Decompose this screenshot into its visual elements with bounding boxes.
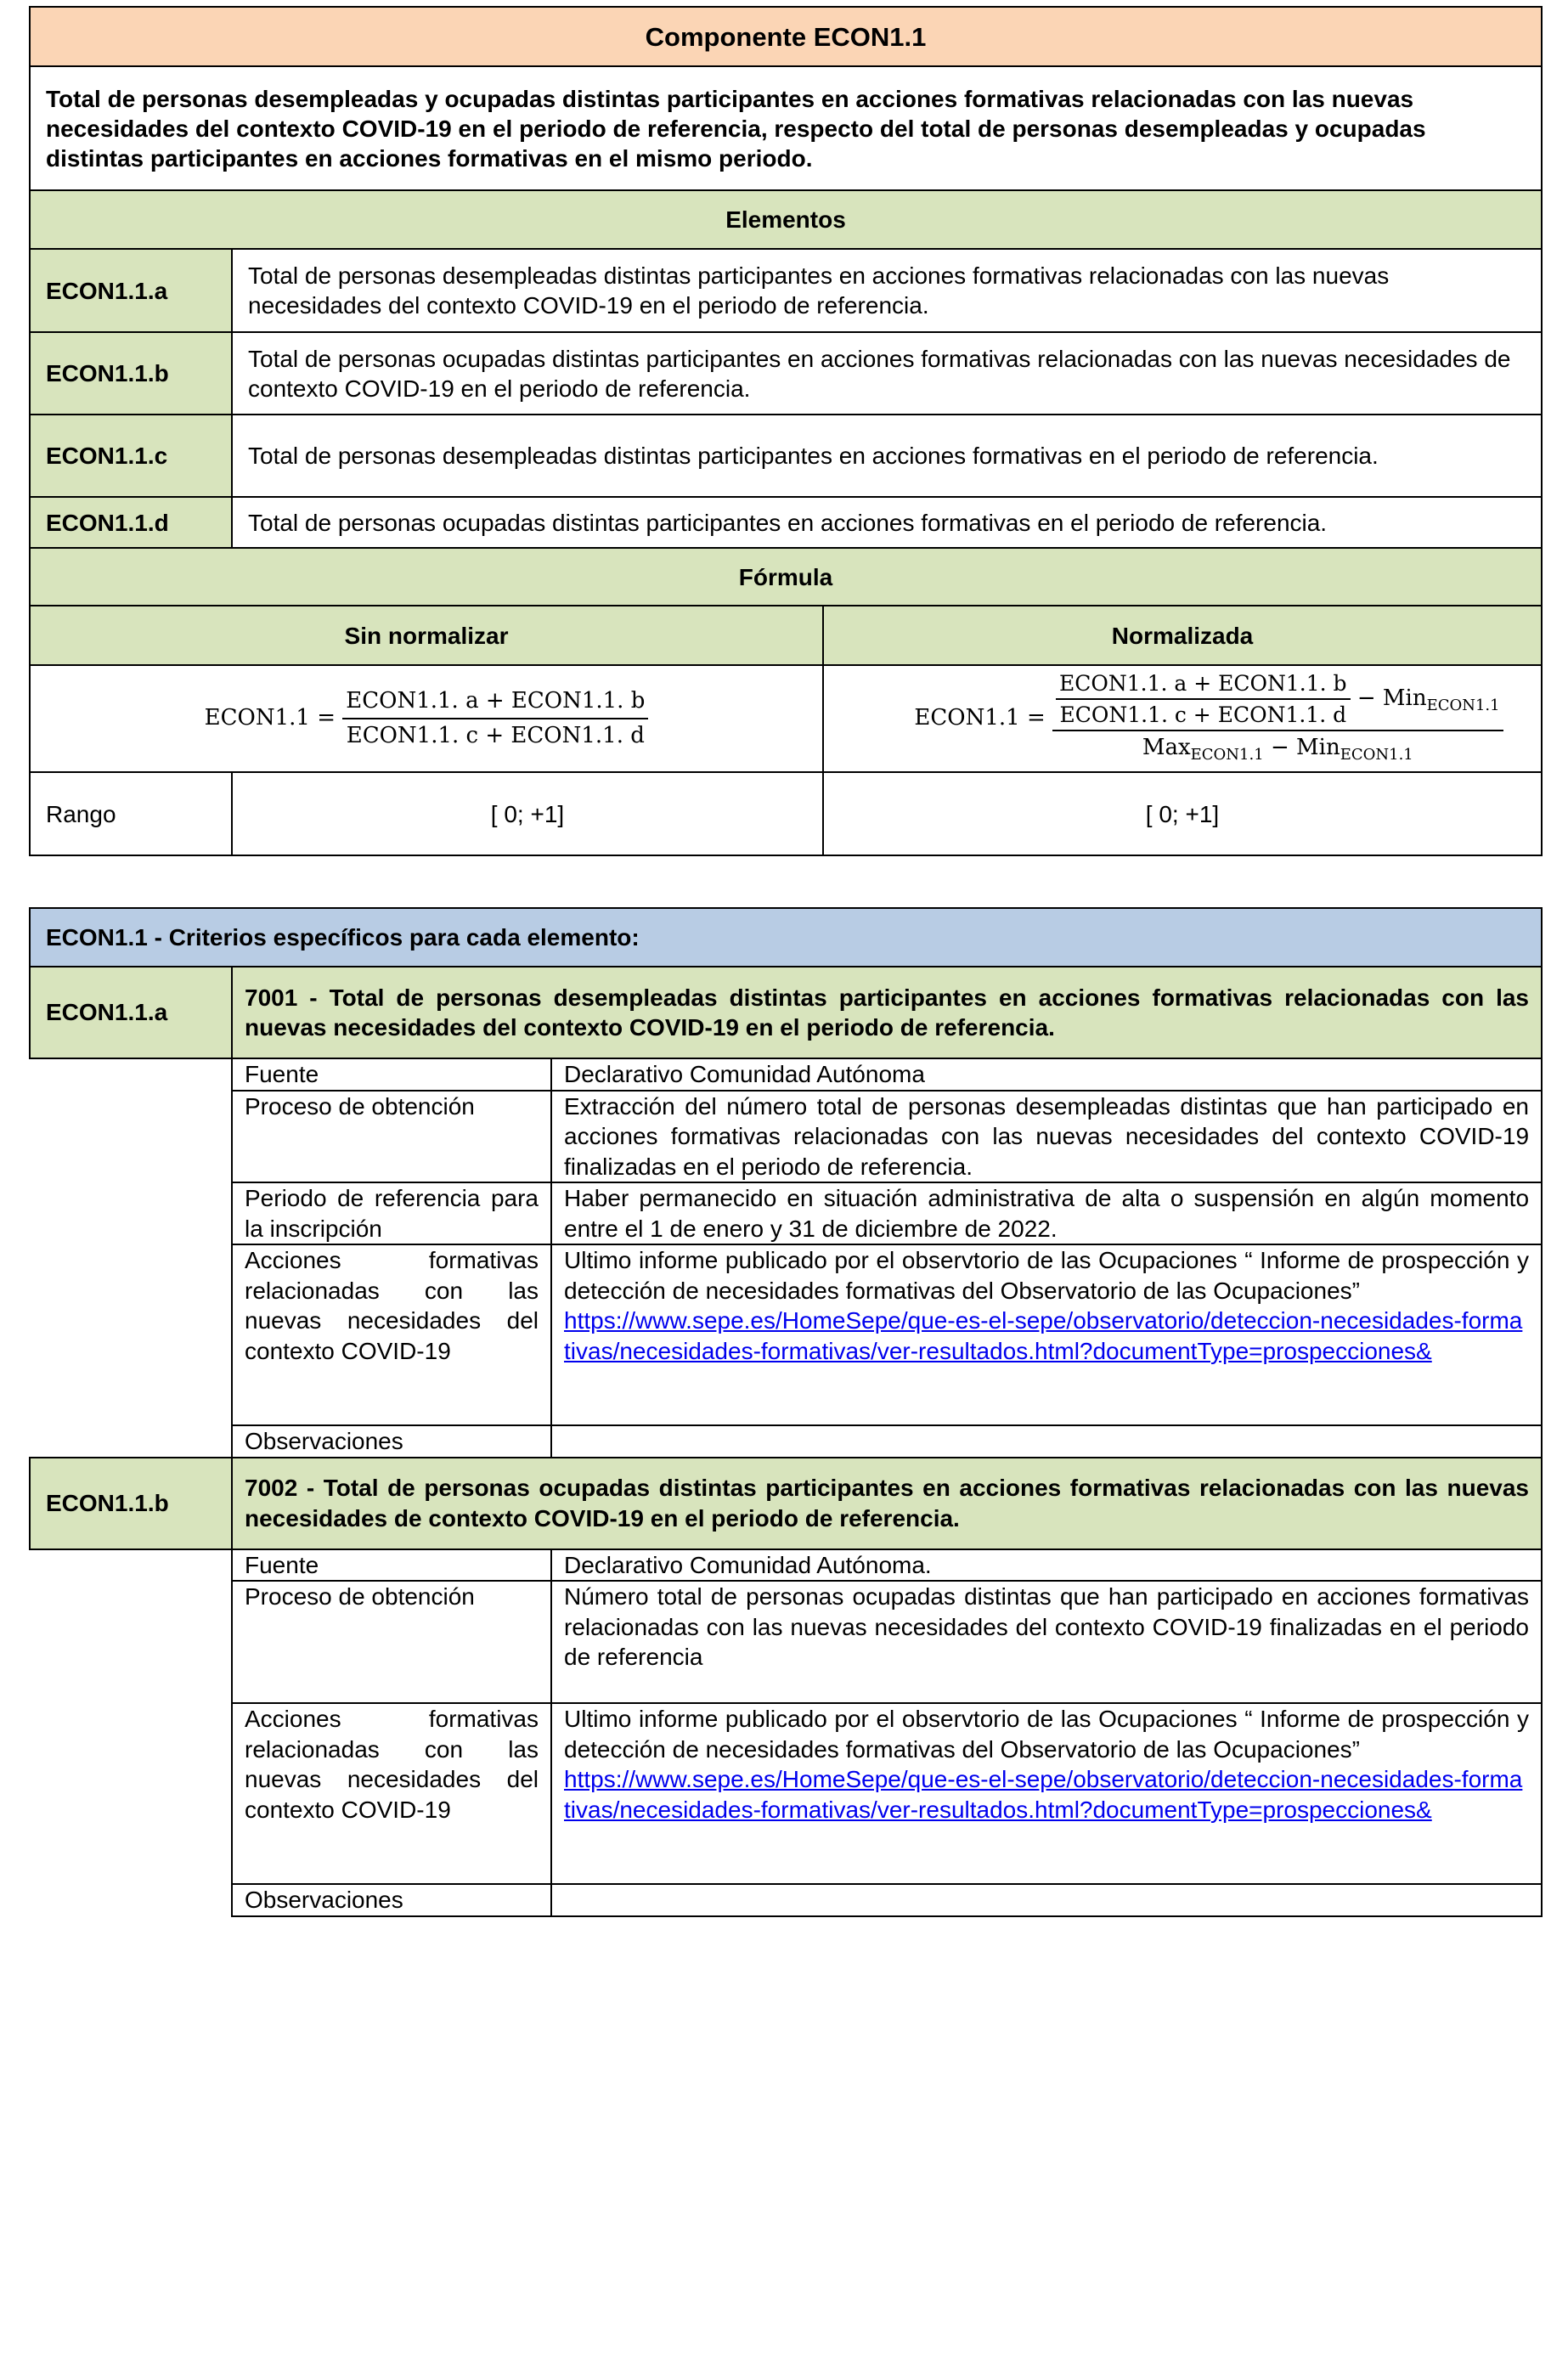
criteria-value-text: Ultimo informe publicado por el observtorio de las Ocupaciones “ Informe de prospección y detección de necesidades formativas del Observatorio de las Ocupaciones” bbox=[564, 1706, 1530, 1763]
criteria-value bbox=[551, 1244, 1542, 1425]
criteria-table bbox=[29, 907, 1543, 1917]
criteria-value bbox=[551, 1884, 1542, 1916]
criteria-label: Periodo de referencia para la inscripción bbox=[232, 1182, 551, 1244]
formula-raw bbox=[204, 688, 649, 748]
rango-normalizada: [ 0; +1] bbox=[823, 772, 1542, 855]
formula-denominator: ECON1.1. c + ECON1.1. d bbox=[342, 718, 648, 751]
formula-lhs: ECON1.1 = bbox=[204, 705, 336, 731]
criteria-label: Fuente bbox=[232, 1549, 551, 1582]
criteria-label: Proceso de obtención bbox=[232, 1581, 551, 1703]
element-description: Total de personas ocupadas distintas participantes en acciones formativas en el periodo de referencia. bbox=[232, 497, 1542, 548]
observatorio-link[interactable]: https://www.sepe.es/HomeSepe/que-es-el-sepe/observatorio/deteccion-necesidades-formativas/necesidades-formativas/ver-resultados.html?documentType=prospecciones& bbox=[564, 1307, 1523, 1364]
formula-minus-min: − Min bbox=[1356, 685, 1427, 711]
section-code: ECON1.1.b bbox=[30, 1458, 232, 1549]
sin-normalizar-header: Sin normalizar bbox=[30, 606, 823, 665]
criteria-value: Declarativo Comunidad Autónoma. bbox=[551, 1549, 1542, 1582]
criteria-label: Fuente bbox=[232, 1058, 551, 1091]
formula-denominator: ECON1.1. c + ECON1.1. d bbox=[1056, 698, 1351, 730]
component-description: Total de personas desempleadas y ocupadas distintas participantes en acciones formativas relacionadas con las nuevas necesidades del contexto COVID-19 en el periodo de referencia, respecto del total de personas desempleadas y ocupadas distintas participantes en acciones formativas en el mismo periodo. bbox=[30, 66, 1542, 190]
criteria-value bbox=[551, 1703, 1542, 1884]
formula-normalizada bbox=[823, 665, 1542, 772]
element-code: ECON1.1.b bbox=[30, 332, 232, 415]
section-title: 7002 - Total de personas ocupadas distintas participantes en acciones formativas relacionadas con las nuevas necesidades de contexto COVID-19 en el periodo de referencia. bbox=[232, 1458, 1542, 1549]
formula-numerator: ECON1.1. a + ECON1.1. b bbox=[1059, 670, 1347, 696]
criteria-label: Proceso de obtención bbox=[232, 1091, 551, 1183]
element-description: Total de personas desempleadas distintas participantes en acciones formativas en el periodo de referencia. bbox=[232, 415, 1542, 497]
criteria-value: Número total de personas ocupadas distintas que han participado en acciones formativas relacionadas con las nuevas necesidades del contexto COVID-19 finalizadas en el periodo de referencia bbox=[551, 1581, 1542, 1703]
criteria-header: ECON1.1 - Criterios específicos para cada elemento: bbox=[30, 908, 1542, 967]
formula-fraction bbox=[342, 686, 648, 751]
formula-header: Fórmula bbox=[30, 548, 1542, 606]
criteria-value: Haber permanecido en situación administrativa de alta o suspensión en algún momento entre el 1 de enero y 31 de diciembre de 2022. bbox=[551, 1182, 1542, 1244]
element-code: ECON1.1.a bbox=[30, 249, 232, 332]
element-code: ECON1.1.d bbox=[30, 497, 232, 548]
component-title: Componente ECON1.1 bbox=[30, 7, 1542, 66]
element-code: ECON1.1.c bbox=[30, 415, 232, 497]
formula-numerator: ECON1.1. a + ECON1.1. b bbox=[346, 688, 646, 714]
elementos-header: Elementos bbox=[30, 190, 1542, 249]
criteria-value bbox=[551, 1425, 1542, 1458]
formula-range-denominator: Max$_{ECON1.1}$ − Min$_{ECON1.1}$ bbox=[1052, 730, 1503, 770]
formula-inner-fraction bbox=[1056, 668, 1351, 730]
formula-outer-fraction: $\frac{\text{ECON1.1. a + ECON1.1. b}}{\text{ECON1.1. c + ECON1.1. d}}$ − Min$_{ECON1.1}$ Max$_{ECON1.1}$ − Min$_{ECON1.1}$ bbox=[1052, 668, 1503, 770]
criteria-value: Declarativo Comunidad Autónoma bbox=[551, 1058, 1542, 1091]
observatorio-link[interactable]: https://www.sepe.es/HomeSepe/que-es-el-sepe/observatorio/deteccion-necesidades-formativas/necesidades-formativas/ver-resultados.html?documentType=prospecciones& bbox=[564, 1766, 1523, 1823]
normalizada-header: Normalizada bbox=[823, 606, 1542, 665]
element-description: Total de personas ocupadas distintas participantes en acciones formativas relacionadas con las nuevas necesidades de contexto COVID-19 en el periodo de referencia. bbox=[232, 332, 1542, 415]
element-description: Total de personas desempleadas distintas participantes en acciones formativas relacionadas con las nuevas necesidades del contexto COVID-19 en el periodo de referencia. bbox=[232, 249, 1542, 332]
formula-normalized bbox=[914, 670, 1503, 764]
criteria-label: Acciones formativas relacionadas con las nuevas necesidades del contexto COVID-19 bbox=[232, 1244, 551, 1425]
rango-label: Rango bbox=[30, 772, 232, 855]
rango-sin-normalizar: [ 0; +1] bbox=[232, 772, 823, 855]
section-code: ECON1.1.a bbox=[30, 967, 232, 1058]
component-table bbox=[29, 6, 1543, 856]
criteria-label: Acciones formativas relacionadas con las nuevas necesidades del contexto COVID-19 bbox=[232, 1703, 551, 1884]
section-title: 7001 - Total de personas desempleadas distintas participantes en acciones formativas relacionadas con las nuevas necesidades del contexto COVID-19 en el periodo de referencia. bbox=[232, 967, 1542, 1058]
criteria-value-text: Ultimo informe publicado por el observtorio de las Ocupaciones “ Informe de prospección y detección de necesidades formativas del Observatorio de las Ocupaciones” bbox=[564, 1247, 1530, 1304]
criteria-value: Extracción del número total de personas desempleadas distintas que han participado en acciones formativas relacionadas con las nuevas necesidades del contexto COVID-19 finalizadas en el periodo de referencia. bbox=[551, 1091, 1542, 1183]
formula-sin-normalizar bbox=[30, 665, 823, 772]
criteria-label: Observaciones bbox=[232, 1425, 551, 1458]
criteria-label: Observaciones bbox=[232, 1884, 551, 1916]
formula-lhs: ECON1.1 = bbox=[914, 705, 1046, 731]
